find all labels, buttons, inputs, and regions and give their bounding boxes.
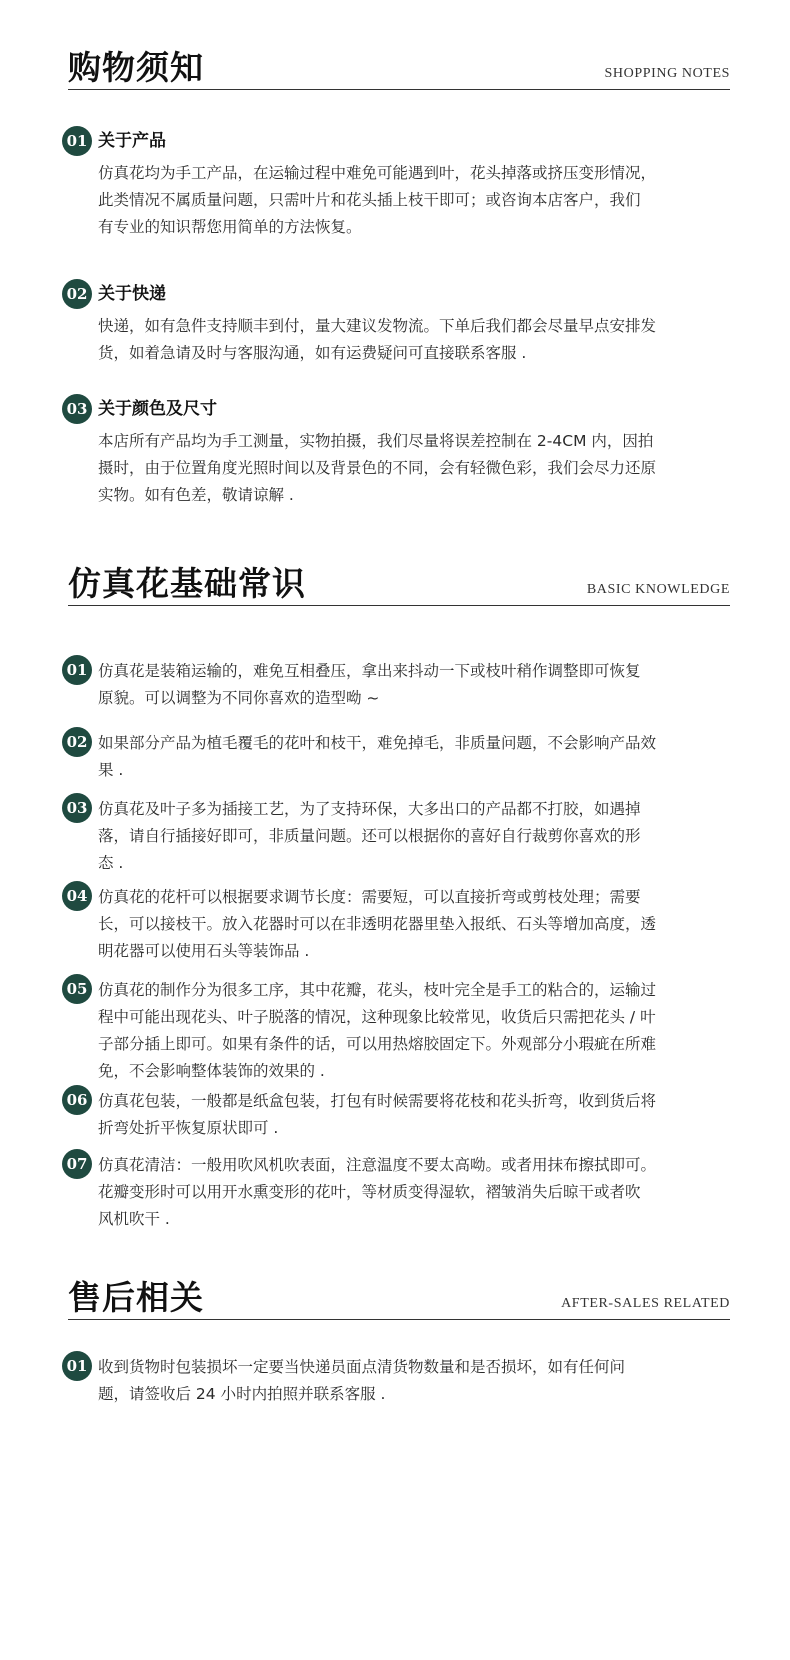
section-title: 售后相关 [68, 1278, 204, 1317]
number-badge: 04 [62, 881, 92, 911]
aftersales-item: 收到货物时包装损坏一定要当快递员面点清货物数量和是否损坏，如有任何问 题，请签收后 24 小时内拍照并联系客服 . [98, 1358, 626, 1403]
section-header-shopping-notes [68, 36, 730, 90]
section-title: 仿真花基础常识 [68, 564, 306, 603]
note-body: 快递，如有急件支持顺丰到付，量大建议发物流。下单后我们都会尽量早点安排发 货，如着急请及时与客服沟通，如有运费疑问可直接联系客服 . [98, 317, 657, 362]
divider [68, 605, 730, 607]
note-title: 关于产品 [98, 131, 166, 151]
note-title: 关于颜色及尺寸 [98, 399, 217, 419]
number-badge: 07 [62, 1149, 92, 1179]
section-subtitle: BASIC KNOWLEDGE [586, 582, 730, 597]
divider [68, 89, 730, 91]
knowledge-item: 仿真花及叶子多为插接工艺，为了支持环保，大多出口的产品都不打胶，如遇掉 落，请自行插接好即可，非质量问题。还可以根据你的喜好自行裁剪你喜欢的形 态 . [98, 800, 641, 872]
number-badge: 05 [62, 974, 92, 1004]
section-header-basic-knowledge [68, 552, 730, 606]
number-badge: 06 [62, 1085, 92, 1115]
knowledge-item: 仿真花包装，一般都是纸盒包装，打包有时候需要将花枝和花头折弯，收到货后将 折弯处折平恢复原状即可 . [98, 1092, 657, 1137]
number-badge: 02 [62, 727, 92, 757]
number-badge: 03 [62, 793, 92, 823]
note-body: 本店所有产品均为手工测量，实物拍摄，我们尽量将误差控制在 2-4CM 内，因拍 摄时，由于位置角度光照时间以及背景色的不同，会有轻微色彩，我们会尽力还原 实物。如有色差，敬请谅解 . [98, 432, 657, 504]
number-badge: 01 [62, 655, 92, 685]
section-title: 购物须知 [68, 48, 204, 87]
number-badge: 02 [62, 279, 92, 309]
knowledge-item: 仿真花的制作分为很多工序，其中花瓣，花头，枝叶完全是手工的粘合的，运输过 程中可能出现花头、叶子脱落的情况，这种现象比较常见，收货后只需把花头 / 叶 子部分插上即可。如果有条件的话，可以用热熔胶固定下。外观部分小瑕疵在所难 免，不会影响整体装饰的效果的 . [98, 981, 657, 1080]
note-title: 关于快递 [98, 284, 166, 304]
number-badge: 01 [62, 1351, 92, 1381]
divider [68, 1319, 730, 1321]
knowledge-item: 如果部分产品为植毛覆毛的花叶和枝干，难免掉毛，非质量问题，不会影响产品效 果 . [98, 734, 657, 779]
section-subtitle: SHOPPING NOTES [604, 66, 730, 81]
knowledge-item: 仿真花是装箱运输的，难免互相叠压，拿出来抖动一下或枝叶稍作调整即可恢复 原貌。可以调整为不同你喜欢的造型呦 ~ [98, 662, 641, 707]
knowledge-item: 仿真花的花杆可以根据要求调节长度：需要短，可以直接折弯或剪枝处理；需要 长，可以接枝干。放入花器时可以在非透明花器里垫入报纸、石头等增加高度，透 明花器可以使用石头等装饰品 . [98, 888, 657, 960]
section-header-after-sales [68, 1266, 730, 1320]
note-body: 仿真花均为手工产品，在运输过程中难免可能遇到叶，花头掉落或挤压变形情况， 此类情况不属质量问题，只需叶片和花头插上枝干即可；或咨询本店客户，我们 有专业的知识帮您用简单的方法恢复。 [98, 164, 657, 236]
knowledge-item: 仿真花清洁：一般用吹风机吹表面，注意温度不要太高呦。或者用抹布擦拭即可。 花瓣变形时可以用开水熏变形的花叶，等材质变得湿软，褶皱消失后晾干或者吹 风机吹干 . [98, 1156, 657, 1228]
number-badge: 01 [62, 126, 92, 156]
number-badge: 03 [62, 394, 92, 424]
section-subtitle: AFTER-SALES RELATED [561, 1296, 730, 1311]
